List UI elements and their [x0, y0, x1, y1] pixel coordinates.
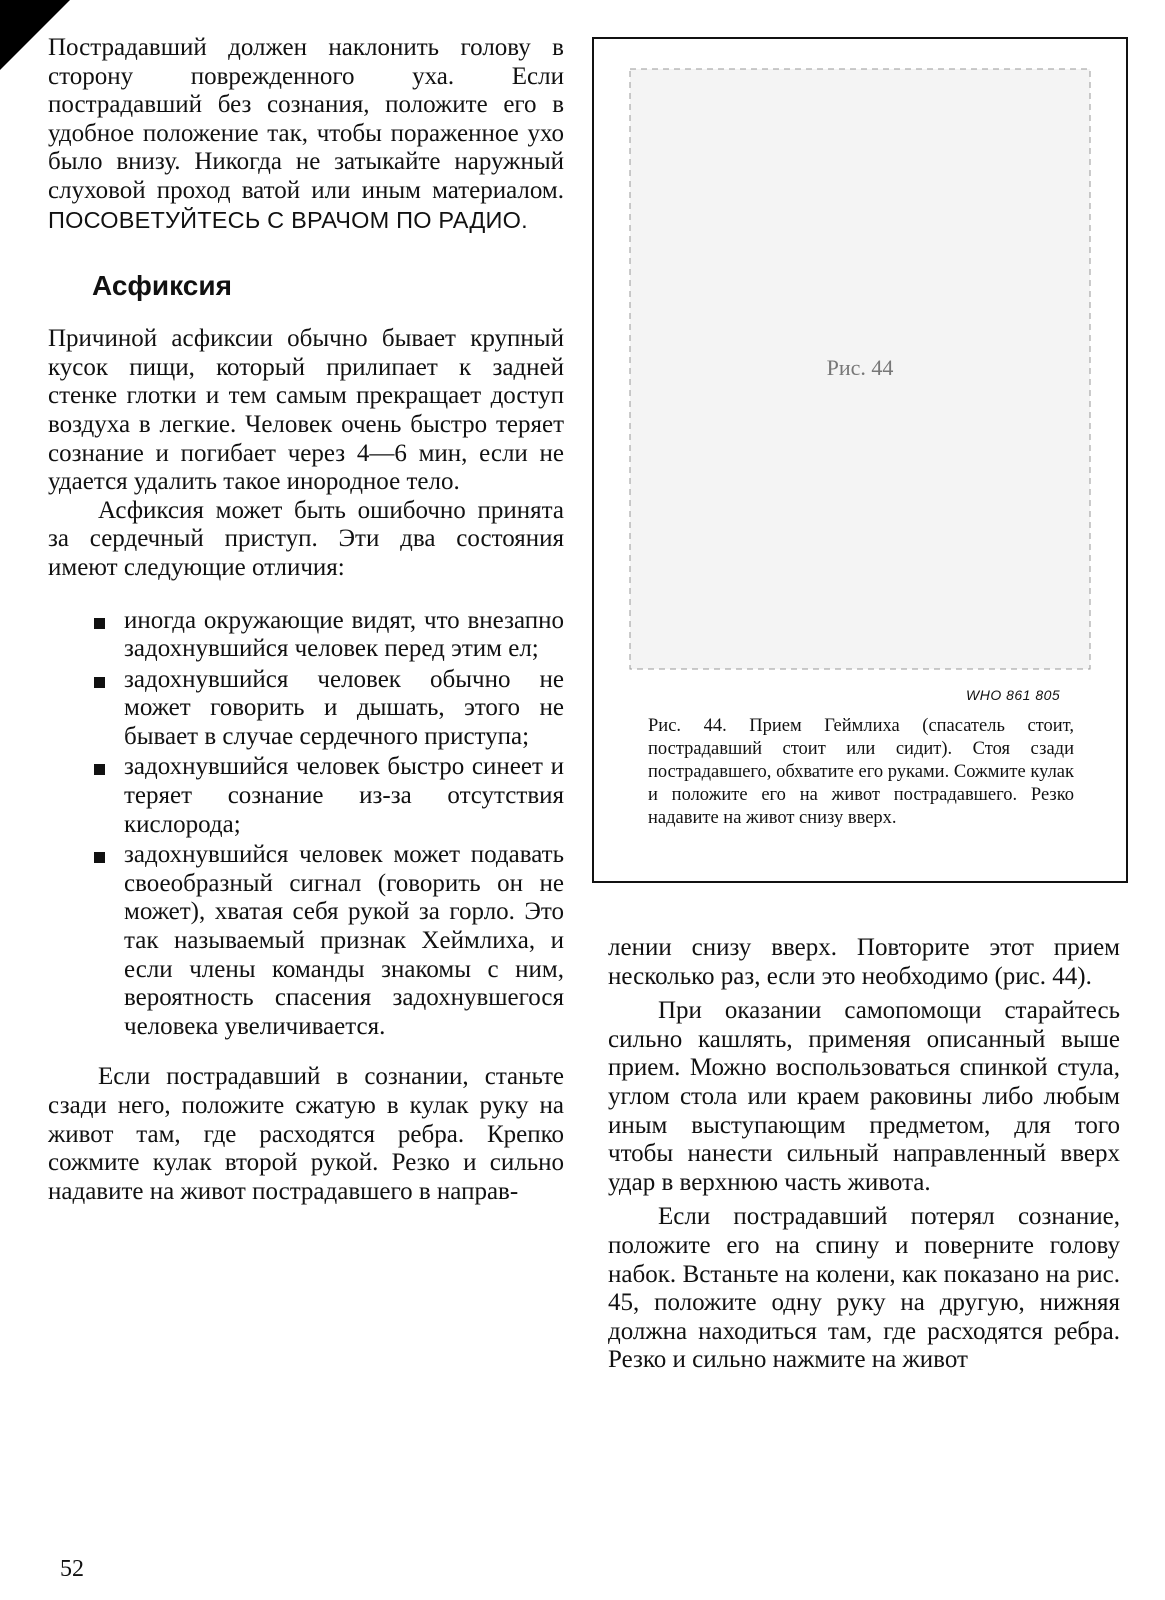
- paragraph-unconscious: Если пострадавший потерял сознание, положите его на спину и поверните голову набок. Встаньте на колени, как показано на рис. 45, положите одну руку на другую, нижняя должна находиться там, где расходятся ребра. Резко и сильно нажмите на живот: [608, 1203, 1120, 1374]
- right-column: [608, 934, 1120, 1375]
- paragraph-differences: Асфиксия может быть ошибочно принята за сердечный приступ. Эти два состояния имеют следующие отличия:: [48, 496, 564, 581]
- figure-placeholder-label: Рис. 44: [826, 355, 894, 380]
- figure-caption: Рис. 44. Прием Геймлиха (спасатель стоит, пострадавший стоит или сидит). Стоя сзади пострадавшего, обхватите его руками. Сожмите кулак и положите его на живот пострадавшего. Резко надавите на живот снизу вверх.: [648, 716, 1074, 828]
- paragraph-self-help: При оказании самопомощи старайтесь сильно кашлять, применяя описанный выше прием. Можно воспользоваться спинкой стула, углом стола или краем раковины либо любым иным выступающим предметом, для того чтобы нанести сильный направленный вверх удар в верхнюю часть живота.: [608, 997, 1120, 1196]
- differences-list: [48, 607, 564, 1042]
- paragraph-heimlich-conscious: Если пострадавший в сознании, станьте сзади него, положите сжатую в кулак руку на живот там, где расходятся ребра. Крепко сожмите кулак второй рукой. Резко и сильно надавите на живот пострадавшего в направ-: [48, 1063, 564, 1205]
- page-number: 52: [60, 1556, 84, 1582]
- list-item: [124, 607, 564, 664]
- bullet-icon: [94, 618, 105, 629]
- figure-code: WHO 861 805: [966, 687, 1061, 703]
- paragraph-continuation: лении снизу вверх. Повторите этот прием несколько раз, если это необходимо (рис. 44).: [608, 934, 1120, 990]
- paragraph-cause: Причиной асфиксии обычно бывает крупный кусок пищи, который прилипает к задней стенке глотки и тем самым прекращает доступ воздуха в легкие. Человек очень быстро теряет сознание и погибает через 4—6 мин, если не удается удалить такое инородное тело.: [48, 325, 564, 496]
- bullet-icon: [94, 677, 105, 688]
- intro-paragraph: [48, 34, 564, 235]
- list-item-text: задохнувшийся человек обычно не может говорить и дышать, этого не бывает в случае сердечного приступа;: [124, 665, 564, 750]
- bullet-icon: [94, 852, 105, 863]
- list-item-text: иногда окружающие видят, что внезапно задохнувшийся человек перед этим ел;: [124, 606, 564, 663]
- intro-text: Пострадавший должен наклонить голову в сторону поврежденного уха. Если пострадавший без сознания, положите его в удобное положение так, чтобы пораженное ухо было внизу. Никогда не затыкайте наружный слуховой проход ватой или иным материалом.: [48, 34, 564, 204]
- figure-44: [592, 37, 1128, 883]
- list-item: [124, 666, 564, 752]
- list-item: [124, 841, 564, 1041]
- section-title: Асфиксия: [92, 270, 232, 302]
- intro-emphasis: ПОСОВЕТУЙТЕСЬ С ВРАЧОМ ПО РАДИО.: [48, 206, 528, 233]
- list-item-text: задохнувшийся человек быстро синеет и теряет сознание из-за отсутствия кислорода;: [124, 753, 564, 838]
- list-item-text: задохнувшийся человек может подавать своеобразный сигнал (говорить он не может), хватая себя рукой за горло. Это так называемый признак Хеймлиха, и если члены команды знакомы с ним, вероятность спасения задохнувшегося человека увеличивается.: [124, 841, 564, 1040]
- list-item: [124, 753, 564, 839]
- left-column: [48, 34, 564, 1206]
- bullet-icon: [94, 764, 105, 775]
